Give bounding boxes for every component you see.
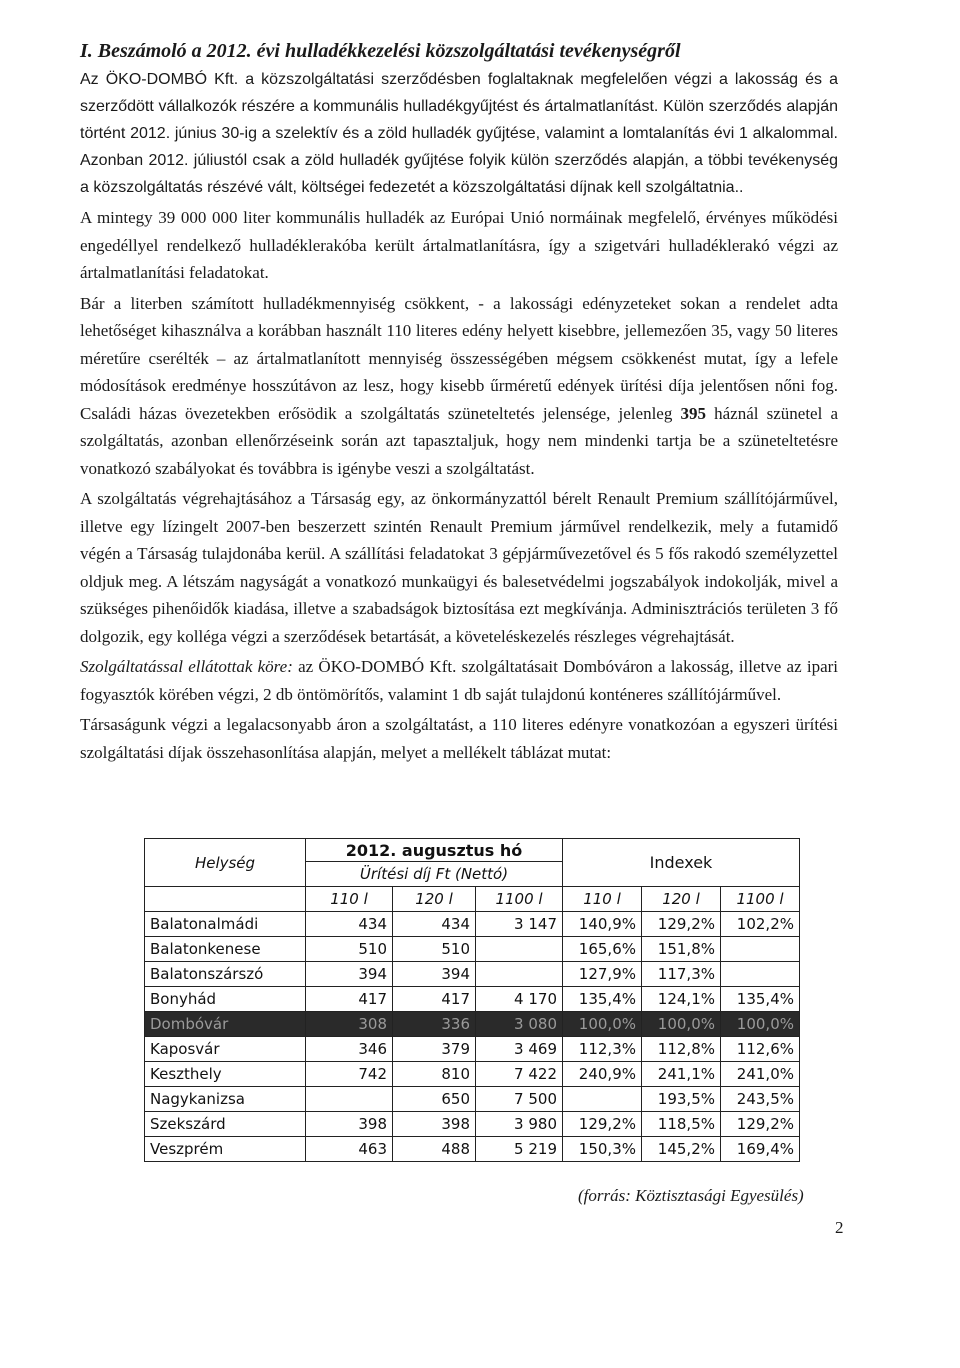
- cell-fee-110: 742: [306, 1062, 393, 1087]
- paragraph-container-change: [80, 290, 838, 483]
- cell-fee-120: 417: [393, 987, 476, 1012]
- paragraph-container-change-text-a: Bár a literben számított hulladékmennyiség csökkent, - a lakossági edényzeteket sokan a rendelet adta lehetőséget kihasználva a korábban használt 110 literes edény helyett kisebbre, jellemezően 35, vagy 50 literes méretűre cserélték – az ártalmatlanított mennyiség összességében mégsem csökkenést mutat, így a lefele módosítások eredménye hosszútávon az lesz, hogy kisebb űrméretű edények ürítési díja jelentősen nőni fog. Családi házas övezetekben erősödik a szolgáltatás szüneteltetés jelensége, jelenleg: [80, 293, 838, 423]
- cell-index-120: 145,2%: [642, 1137, 721, 1162]
- cell-index-1100: 241,0%: [721, 1062, 800, 1087]
- table-row: [145, 912, 800, 937]
- section-heading: I. Beszámoló a 2012. évi hulladékkezelési közszolgáltatási tevékenységről: [80, 40, 681, 62]
- header-unit-blank: [145, 887, 306, 912]
- header-fee: Ürítési díj Ft (Nettó): [306, 862, 563, 887]
- cell-index-1100: 112,6%: [721, 1037, 800, 1062]
- cell-fee-110: 398: [306, 1112, 393, 1137]
- cell-index-110: 140,9%: [563, 912, 642, 937]
- cell-index-1100: 102,2%: [721, 912, 800, 937]
- cell-fee-120: 510: [393, 937, 476, 962]
- cell-fee-110: 434: [306, 912, 393, 937]
- cell-index-1100: [721, 937, 800, 962]
- cell-fee-120: 650: [393, 1087, 476, 1112]
- header-place: Helység: [145, 839, 306, 887]
- paragraph-fleet-staff: A szolgáltatás végrehajtásához a Társaság egy, az önkormányzattól bérelt Renault Premium szállítójárművel, illetve egy lízingelt 2007-ben beszerzett szintén Renault Premium járművel rendelkezik, mely a futamidő végén a Társaság tulajdonába kerül. A szállítási feladatokat 3 gépjárművezetővel és 5 fős rakodó személyzettel oldjuk meg. A létszám nagyságát a vonatkozó munkaügyi és balesetvédelmi jogszabályok indokolják, mivel a szükséges pihenőidők kiadása, illetve a szabadságok biztosítása ezt megkívánja. Adminisztrációs területen 3 fő dolgozik, egy kolléga végzi a szerződések betartását, a követeléskezelés részleges végrehajtását.: [80, 489, 838, 646]
- table-row: [145, 1137, 800, 1162]
- header-unit: 110 l: [563, 887, 642, 912]
- cell-city: Nagykanizsa: [145, 1087, 306, 1112]
- cell-index-110: 127,9%: [563, 962, 642, 987]
- cell-fee-110: 346: [306, 1037, 393, 1062]
- cell-city: Szekszárd: [145, 1112, 306, 1137]
- header-unit: 1100 l: [721, 887, 800, 912]
- cell-fee-1100: 7 500: [476, 1087, 563, 1112]
- paragraph-waste-volume: A mintegy 39 000 000 liter kommunális hulladék az Európai Unió normáinak megfelelő, érvényes működési engedéllyel rendelkező hulladéklerakóba került ártalmatlanításra, így a szigetvári hulladéklerakó végzi az ártalmatlanítási feladatokat.: [80, 208, 838, 282]
- cell-city: Veszprém: [145, 1137, 306, 1162]
- table-row: [145, 962, 800, 987]
- table-row: [145, 1037, 800, 1062]
- suspended-households-count: 395: [680, 403, 706, 423]
- cell-fee-120: 434: [393, 912, 476, 937]
- table-row: [145, 1112, 800, 1137]
- cell-fee-120: 810: [393, 1062, 476, 1087]
- table-row: [145, 1012, 800, 1037]
- cell-fee-1100: 3 147: [476, 912, 563, 937]
- cell-fee-120: 379: [393, 1037, 476, 1062]
- cell-index-110: [563, 1087, 642, 1112]
- cell-fee-1100: 3 080: [476, 1012, 563, 1037]
- cell-index-1100: 169,4%: [721, 1137, 800, 1162]
- cell-index-110: 129,2%: [563, 1112, 642, 1137]
- paragraph-price-comparison: Társaságunk végzi a legalacsonyabb áron a szolgáltatást, a 110 literes edényre vonatkozóan a egyszeri ürítési szolgáltatási díjak összehasonlítása alapján, melyet a mellékelt táblázat mutat:: [80, 715, 838, 762]
- cell-fee-110: 463: [306, 1137, 393, 1162]
- cell-fee-110: [306, 1087, 393, 1112]
- cell-index-1100: [721, 962, 800, 987]
- cell-index-110: 112,3%: [563, 1037, 642, 1062]
- served-clients-lead: Szolgáltatással ellátottak köre:: [80, 657, 293, 676]
- cell-index-110: 135,4%: [563, 987, 642, 1012]
- paragraph-service-scope: Az ÖKO-DOMBÓ Kft. a közszolgáltatási szerződésben foglaltaknak megfelelően végzi a lakosság és a szerződött vállalkozók részére a kommunális hulladékgyűjtést és ártalmatlanítást. Külön szerződés alapján történt 2012. június 30-ig a szelektív és a zöld hulladék gyűjtése, valamint a lomtalanítás évi 1 alkalommal. Azonban 2012. júliustól csak a zöld hulladék gyűjtése folyik külön szerződés alapján, a többi tevékenység a közszolgáltatás részévé vált, költségei fedezetét a közszolgáltatási díjnak kell szolgáltatnia..: [80, 71, 838, 196]
- cell-city: Balatonszárszó: [145, 962, 306, 987]
- cell-fee-110: 308: [306, 1012, 393, 1037]
- cell-fee-1100: 7 422: [476, 1062, 563, 1087]
- cell-fee-110: 510: [306, 937, 393, 962]
- cell-index-120: 118,5%: [642, 1112, 721, 1137]
- table-row: [145, 987, 800, 1012]
- table-row: [145, 1062, 800, 1087]
- cell-fee-1100: 5 219: [476, 1137, 563, 1162]
- cell-index-1100: 243,5%: [721, 1087, 800, 1112]
- header-unit: 110 l: [306, 887, 393, 912]
- cell-index-120: 112,8%: [642, 1037, 721, 1062]
- cell-fee-120: 394: [393, 962, 476, 987]
- cell-fee-1100: 3 980: [476, 1112, 563, 1137]
- cell-fee-120: 398: [393, 1112, 476, 1137]
- fee-comparison-table: [144, 838, 800, 1162]
- cell-fee-110: 417: [306, 987, 393, 1012]
- header-unit: 120 l: [642, 887, 721, 912]
- cell-city: Kaposvár: [145, 1037, 306, 1062]
- cell-index-1100: 129,2%: [721, 1112, 800, 1137]
- header-indexes: Indexek: [563, 839, 800, 887]
- cell-city: Dombóvár: [145, 1012, 306, 1037]
- header-period: 2012. augusztus hó: [306, 839, 563, 862]
- cell-index-110: 100,0%: [563, 1012, 642, 1037]
- cell-index-120: 124,1%: [642, 987, 721, 1012]
- table-row: [145, 937, 800, 962]
- cell-index-110: 240,9%: [563, 1062, 642, 1087]
- cell-index-1100: 100,0%: [721, 1012, 800, 1037]
- cell-city: Balatonkenese: [145, 937, 306, 962]
- header-unit: 120 l: [393, 887, 476, 912]
- paragraph-container-change-text-b: háznál szünetel a szolgáltatás, azonban ellenőrzéseink során azt tapasztaljuk, hogy nem mindenki tartja be a szüneteltetésre vonatkozó szabályokat és továbbra is igénybe veszi a szolgáltatást.: [80, 403, 838, 478]
- header-unit: 1100 l: [476, 887, 563, 912]
- report-body: [80, 38, 838, 769]
- served-clients-text: az ÖKO-DOMBÓ Kft. szolgáltatásait Dombóváron a lakosság, illetve az ipari fogyasztók körében végzi, 2 db öntömörítős, valamint 1 db saját tulajdonú konténeres szállítójárművel.: [80, 657, 839, 704]
- cell-index-120: 241,1%: [642, 1062, 721, 1087]
- cell-index-110: 165,6%: [563, 937, 642, 962]
- cell-city: Bonyhád: [145, 987, 306, 1012]
- cell-city: Balatonalmádi: [145, 912, 306, 937]
- cell-fee-110: 394: [306, 962, 393, 987]
- cell-index-120: 100,0%: [642, 1012, 721, 1037]
- cell-fee-1100: 4 170: [476, 987, 563, 1012]
- cell-fee-1100: [476, 937, 563, 962]
- fee-table-body: [145, 912, 800, 1162]
- cell-fee-120: 336: [393, 1012, 476, 1037]
- cell-index-110: 150,3%: [563, 1137, 642, 1162]
- page-number: 2: [835, 1218, 844, 1237]
- cell-index-120: 193,5%: [642, 1087, 721, 1112]
- table-row: [145, 1087, 800, 1112]
- cell-fee-1100: 3 469: [476, 1037, 563, 1062]
- cell-index-120: 117,3%: [642, 962, 721, 987]
- paragraph-served-clients: [80, 653, 838, 708]
- cell-city: Keszthely: [145, 1062, 306, 1087]
- cell-fee-1100: [476, 962, 563, 987]
- cell-fee-120: 488: [393, 1137, 476, 1162]
- cell-index-120: 151,8%: [642, 937, 721, 962]
- cell-index-1100: 135,4%: [721, 987, 800, 1012]
- cell-index-120: 129,2%: [642, 912, 721, 937]
- table-source: (forrás: Köztisztasági Egyesülés): [578, 1186, 804, 1205]
